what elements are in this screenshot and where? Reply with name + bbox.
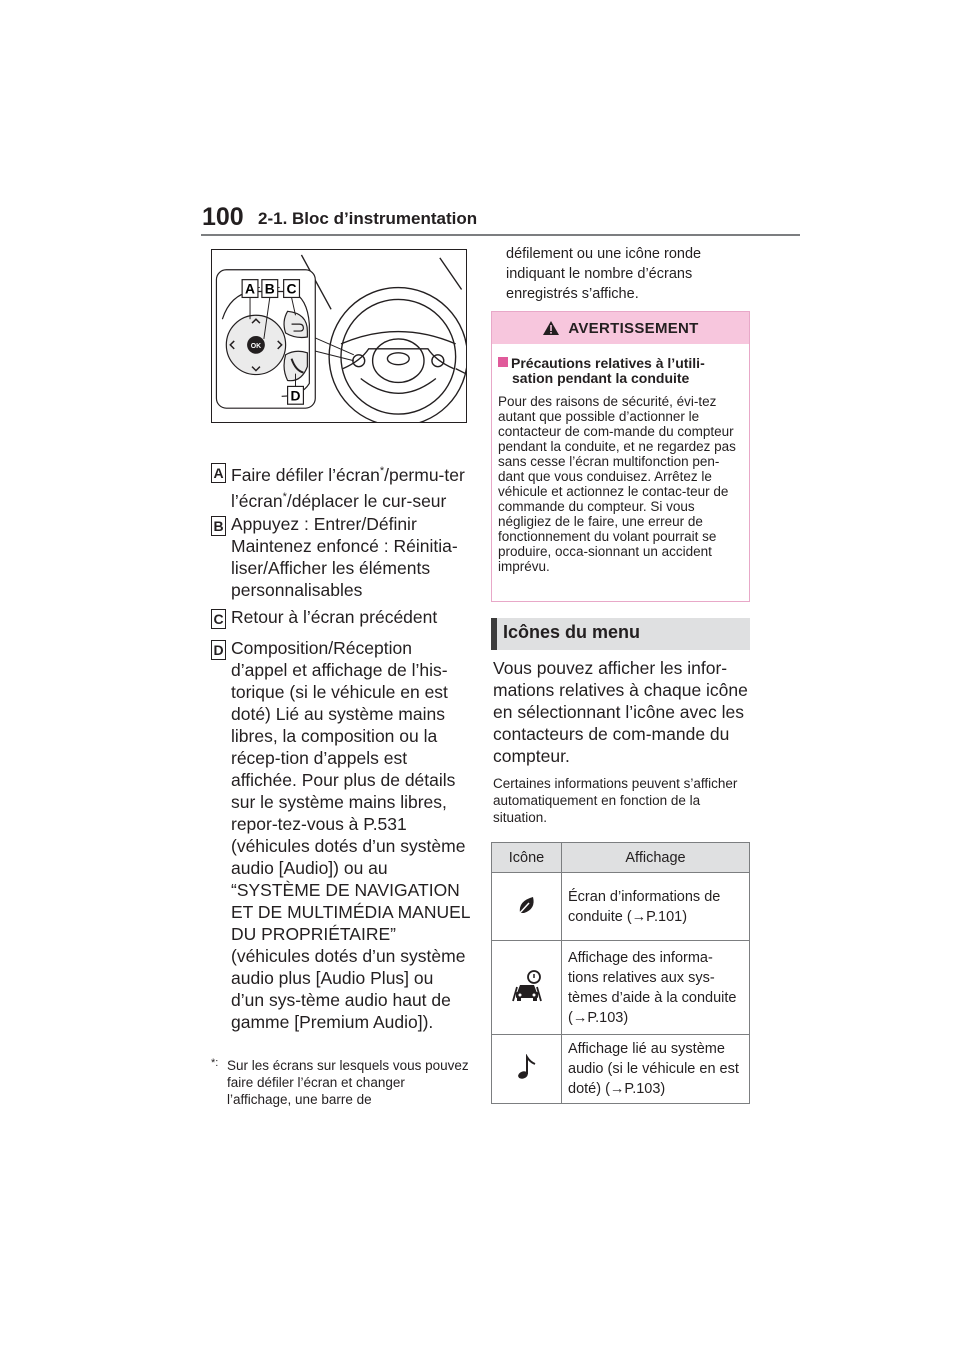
illus-label-a: A	[245, 280, 256, 297]
item-d	[211, 637, 471, 1033]
header-icon: Icône	[492, 843, 562, 873]
music-note-icon	[516, 1054, 538, 1080]
table-row	[492, 873, 750, 941]
footnote	[211, 1057, 471, 1108]
warning-subheading: Précautions relatives à l’utili- sation pendant la conduite	[498, 356, 743, 386]
page-number: 100	[202, 203, 244, 231]
item-label-a: A	[211, 463, 226, 483]
warning-header	[492, 312, 749, 344]
steering-wheel-diagram	[212, 250, 466, 422]
icon-table	[491, 842, 750, 1104]
item-text-a: Faire défiler l’écran*/permu-ter l’écran*/déplacer le cur-seur	[231, 464, 465, 511]
footnote-text: Sur les écrans sur lesquels vous pouvez faire défiler l’écran et changer l’affichage, une barre de	[227, 1058, 469, 1107]
header-rule	[201, 234, 800, 236]
driving-assist-car-icon	[509, 969, 545, 1003]
section-title: 2-1. Bloc d’instrumentation	[258, 209, 478, 228]
illus-label-c: C	[286, 280, 297, 297]
display-cell: Affichage lié au système audio (si le véhicule en est doté) (→P.103)	[562, 1035, 750, 1104]
steering-switch-illustration	[211, 249, 467, 423]
item-label-d: D	[211, 640, 226, 660]
warning-title: AVERTISSEMENT	[568, 319, 699, 337]
steering-wheel-rim-inner	[341, 299, 456, 414]
eco-leaf-icon	[515, 893, 539, 917]
ok-text: OK	[250, 342, 262, 350]
warning-body: Pour des raisons de sécurité, évi-tez autant que possible d’actionner le contacteur de com-mande du compteur pendant la conduite, et ne regardez pas sans cesse l’écran multifonction pen-dant que vous conduisez. Arrêtez le véhicule et actionnez le contac-teur de commande du compteur. Si vous négligiez de le faire, une erreur de fonctionnement du volant pourrait se produire, occa-sionnant un accident imprévu.	[498, 394, 736, 574]
warning-box	[491, 311, 750, 602]
icon-cell	[492, 941, 562, 1035]
warning-triangle-icon	[542, 320, 560, 336]
item-text-b: Appuyez : Entrer/Définir Maintenez enfoncé : Réinitia-liser/Afficher les éléments personnalisables	[231, 514, 458, 600]
display-cell: Affichage des informa-tions relatives aux sys-tèmes d’aide à la conduite (→P.103)	[562, 941, 750, 1035]
illus-label-d: D	[290, 387, 301, 404]
icon-table-header-row	[492, 843, 750, 873]
item-label-c: C	[211, 609, 226, 629]
footnote-mark: *:	[211, 1057, 219, 1069]
pink-square-bullet-icon	[498, 357, 508, 367]
item-text-d: Composition/Réception d’appel et affichage de l’his-torique (si le véhicule en est doté) Lié au système mains libres, la composition ou la récep-tion d’appels est affichée. Pour plus de détails sur le système mains libres, repor-tez-vous à P.531 (véhicules dotés d’un système audio [Audio]) ou au “SYSTÈME DE NAVIGATION ET DE MULTIMÉDIA MANUEL DU PROPRIÉTAIRE” (véhicules dotés d’un système audio plus [Audio Plus] ou d’un sys-tème audio haut de gamme [Premium Audio]).	[231, 638, 470, 1032]
icon-cell	[492, 873, 562, 941]
table-row	[492, 1035, 750, 1104]
table-row	[492, 941, 750, 1035]
icon-cell	[492, 1035, 562, 1104]
menu-icons-heading: Icônes du menu	[491, 618, 750, 650]
item-text-c: Retour à l’écran précédent	[231, 607, 438, 627]
steering-wheel-rim-outer	[329, 288, 466, 422]
menu-note-text: Certaines informations peuvent s’afficher automatiquement en fonction de la situation.	[493, 776, 738, 825]
item-c	[211, 606, 471, 628]
continued-text: défilement ou une icône ronde indiquant le nombre d’écrans enregistrés s’affiche.	[506, 246, 702, 302]
item-b	[211, 513, 471, 601]
item-a	[211, 460, 471, 512]
item-label-b: B	[211, 516, 226, 536]
header-display: Affichage	[562, 843, 750, 873]
display-cell: Écran d’informations de conduite (→P.101)	[562, 873, 750, 941]
menu-intro-text: Vous pouvez afficher les infor-mations relatives à chaque icône en sélectionnant l’icône avec les contacteurs de com-mande du compteur.	[493, 658, 748, 766]
illus-label-b: B	[264, 280, 275, 297]
